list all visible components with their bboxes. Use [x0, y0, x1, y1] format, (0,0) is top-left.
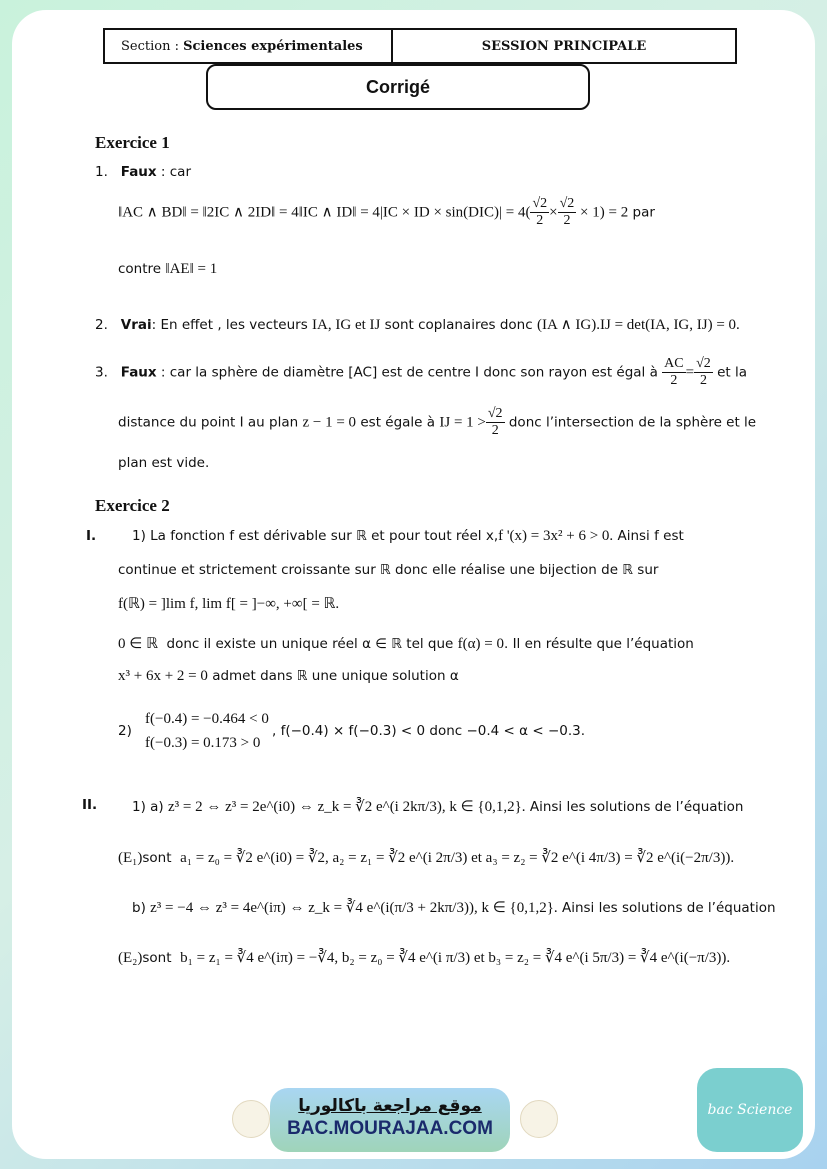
E2-solutions: b₁ = z₁ = ∛4 e^(iπ) = −∛4, b₂ = z₀ = ∛4 e^(i π/3) et b₃ = z₂ = ∛4 e^(i 5π/3) = ∛4 e^(i(−π/3)). [180, 950, 731, 966]
section-cell [105, 30, 393, 62]
dist-sqrt2-over-2: $\frac{√2}{2}$ [487, 406, 503, 438]
q3-text: : car la sphère de diamètre [AC] est de centre I donc son rayon est égal à [156, 364, 658, 381]
q3-number: 3. [95, 364, 108, 381]
exercise-2-heading: Exercice 2 [95, 496, 170, 515]
ex2-I1-line1 [132, 528, 684, 545]
page-frame [12, 10, 815, 1159]
q2-number: 2. [95, 317, 108, 333]
ex2-II1a-line [132, 797, 743, 816]
q1-number: 1. [95, 164, 108, 180]
part-II-label: II. [82, 797, 98, 813]
I2-rest: , f(−0.4) × f(−0.3) < 0 donc −0.4 < α < −0.3. [272, 723, 586, 739]
radius-sqrt2-over-2: $\frac{√2}{2}$ [696, 356, 711, 388]
q1-answer: Faux [120, 164, 157, 180]
ex1-q3-line1: 3. Faux : car la sphère de diamètre [AC] est de centre I donc son rayon est égal à $\frac{AC}{2}$ = $\frac{√2}{2}$ et la [95, 356, 747, 388]
E1-sont: sont [142, 850, 172, 866]
ex1-q3-line2 [118, 406, 756, 439]
ex1-q3-line3: plan est vide. [118, 455, 210, 471]
footer-url[interactable]: BAC.MOURAJAA.COM [287, 1118, 493, 1139]
bac-science-logo: bac Science [697, 1068, 803, 1152]
footer-banner[interactable] [270, 1088, 510, 1152]
sqrt2-over-2-b: $\frac{√2}{2}$ [559, 196, 575, 228]
session-cell: SESSION PRINCIPALE [481, 38, 647, 54]
q1-formula-main: ‖AC ∧ BD‖ = ‖2IC ∧ 2ID‖ = 4‖IC ∧ ID‖ = 4|IC × ID × sin(DIC)| = 4( [118, 204, 531, 221]
q2-text: : En effet , les vecteurs [151, 317, 308, 333]
q3-etla: et la [717, 364, 747, 381]
ex1-q2-line [95, 315, 740, 334]
q2-vectors: IA, IG et IJ [312, 317, 381, 333]
ex1-q1-formula: ‖AC ∧ BD‖ = ‖2IC ∧ 2ID‖ = 4‖IC ∧ ID‖ = 4|IC × ID × sin(DIC)| = 4( $\frac{√2}{2}$ × $\frac{√2}{2}$ × 1) = 2 par [118, 196, 655, 228]
ex2-II1b-solutions [118, 948, 730, 967]
part-I-label: I. [86, 528, 97, 544]
I1-line4d: . Il en résulte que l’équation [503, 636, 694, 652]
E1-solutions: a₁ = z₀ = ∛2 e^(i0) = ∛2, a₂ = z₁ = ∛2 e^(i 2π/3) et a₃ = z₂ = ∛2 e^(i 4π/3) = ∛2 e^(i(−2π/3)). [180, 850, 735, 866]
ex2-I1-line2: continue et strictement croissante sur ℝ donc elle réalise une bijection de ℝ sur [118, 562, 659, 578]
exam-header [103, 28, 737, 64]
left-logo-icon [232, 1100, 270, 1138]
II1a-tail: Ainsi les solutions de l’équation [529, 799, 744, 815]
E1-label: (E₁) [118, 850, 143, 866]
I2-f2: f(−0.3) = 0.173 > 0 [145, 735, 261, 751]
q3-line2b: est égale à [360, 414, 436, 431]
sqrt2-over-2-a: $\frac{√2}{2}$ [532, 196, 548, 228]
I2-f1: f(−0.4) = −0.464 < 0 [145, 711, 269, 727]
q3-plane: z − 1 = 0 [302, 414, 357, 431]
ac-over-2: $\frac{AC}{2}$ [664, 356, 684, 388]
q2-text2: sont coplanaires donc [384, 317, 533, 333]
I1-zero-in-R: 0 ∈ ℝ [118, 636, 158, 652]
q1-contre: contre [118, 261, 162, 277]
II1b-label: b) [132, 900, 146, 916]
section-label: Section : [121, 38, 179, 54]
ex1-q1-line [95, 164, 191, 180]
II1a-label: 1) a) [132, 799, 164, 815]
I1-text-a: 1) La fonction f est dérivable sur ℝ et pour tout réel x, [132, 528, 499, 544]
II1a-equation: z³ = 2 ⇔ z³ = 2e^(i0) ⇔ z_k = ∛2 e^(i 2kπ/3), k ∈ {0,1,2}. [167, 799, 526, 815]
ex2-II1a-solutions [118, 848, 734, 867]
q2-formula: (IA ∧ IG).IJ = det(IA, IG, IJ) = 0. [536, 317, 740, 333]
I1-text-b: Ainsi f est [617, 528, 684, 544]
I1-equation: x³ + 6x + 2 = 0 [118, 668, 208, 684]
I2-number: 2) [118, 723, 132, 739]
q1-text: : car [156, 164, 192, 180]
q1-par: par [632, 204, 655, 221]
q1-ae-norm: ‖AE‖ = 1 [165, 261, 218, 277]
section-value: Sciences expérimentales [183, 38, 363, 54]
q3-line2a: distance du point I au plan [118, 414, 299, 431]
q3-line2c: donc l’intersection de la sphère et le [508, 414, 757, 431]
footer-arabic: موقع مراجعة باكالوريا [298, 1096, 482, 1116]
I1-line5b: admet dans ℝ une unique solution α [212, 668, 459, 684]
q3-ij: IJ = 1 > [439, 414, 486, 431]
II1b-tail: Ainsi les solutions de l’équation [561, 900, 776, 916]
ex2-II1b-line [132, 898, 776, 917]
q3-answer: Faux [120, 364, 157, 381]
E2-label: (E₂) [118, 950, 143, 966]
ex2-I1-line3: f(ℝ) = ]lim f, lim f[ = ]−∞, +∞[ = ℝ. [118, 596, 340, 612]
page-title: Corrigé [206, 64, 590, 110]
ex2-I1-line5 [118, 668, 459, 685]
q1-formula-tail: × 1) = 2 [576, 204, 629, 221]
II1b-equation: z³ = −4 ⇔ z³ = 4e^(iπ) ⇔ z_k = ∛4 e^(i(π/3 + 2kπ/3)), k ∈ {0,1,2}. [150, 900, 558, 916]
exercise-1-heading: Exercice 1 [95, 133, 170, 152]
q2-answer: Vrai [120, 317, 152, 333]
I1-derivative: f '(x) = 3x² + 6 > 0. [498, 528, 614, 544]
ex2-I1-line4 [118, 634, 694, 653]
right-logo-icon [520, 1100, 558, 1138]
ex1-q1-contre [118, 261, 217, 278]
I1-line4b: donc il existe un unique réel α ∈ ℝ tel que [166, 636, 454, 652]
I1-f-alpha: f(α) = 0 [457, 636, 504, 652]
E2-sont: sont [142, 950, 172, 966]
